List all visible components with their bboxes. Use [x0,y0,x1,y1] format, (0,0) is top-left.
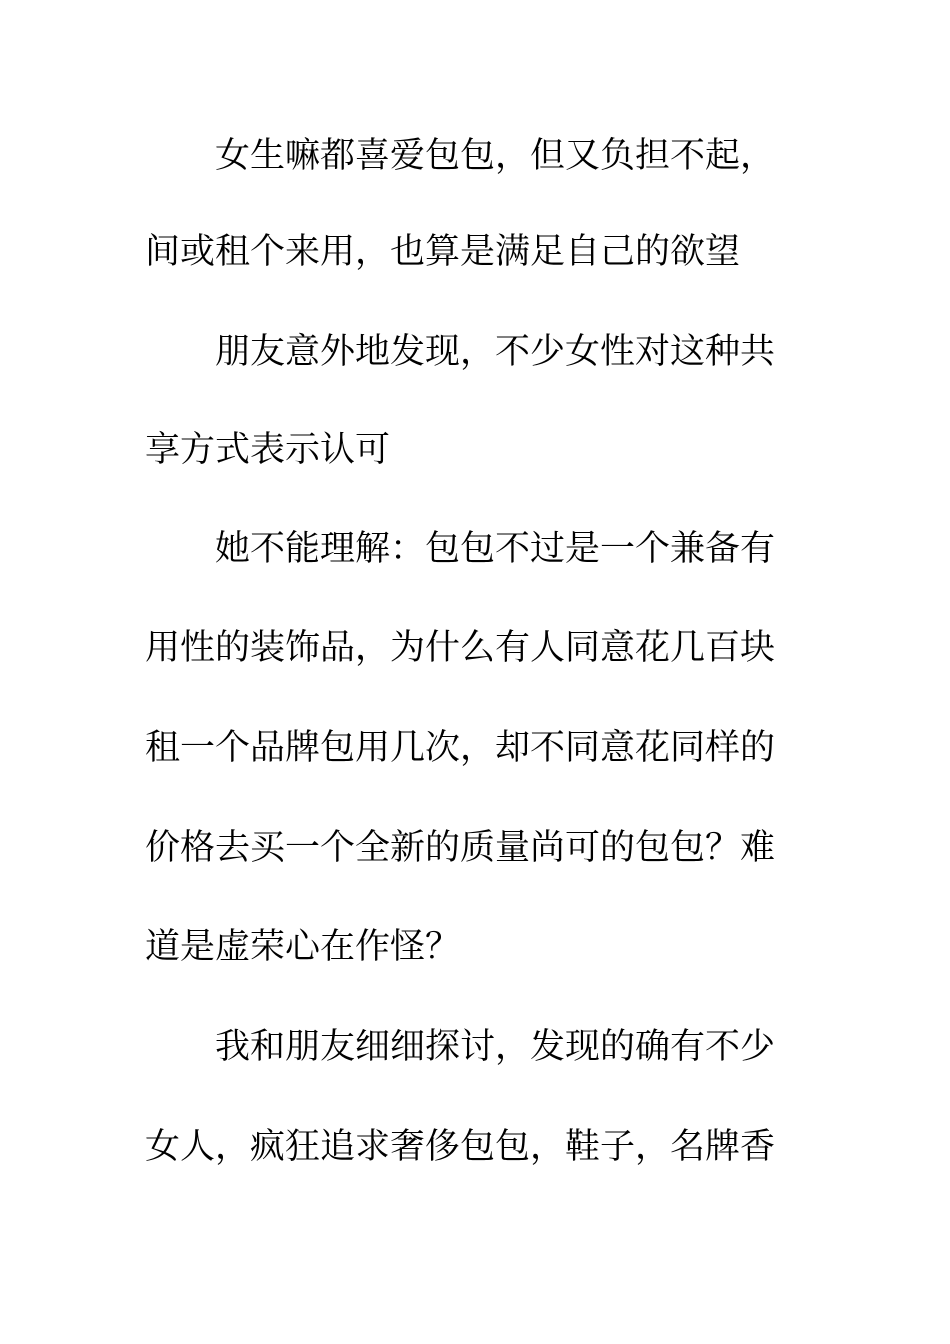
paragraph-3-line-4: 价格去买一个全新的质量尚可的包包？难 [145,828,776,868]
paragraph-4-line-1: 我和朋友细细探讨，发现的确有不少 [215,1027,776,1067]
paragraph-3-line-1: 她不能理解：包包不过是一个兼备有 [215,529,776,569]
paragraph-3-line-3: 租一个品牌包用几次，却不同意花同样的 [145,728,776,768]
paragraph-3-line-2: 用性的装饰品，为什么有人同意花几百块 [145,628,776,668]
paragraph-2-line-1: 朋友意外地发现，不少女性对这种共 [215,332,776,372]
paragraph-1-line-1: 女生嘛都喜爱包包，但又负担不起， [215,136,776,176]
paragraph-3-line-5: 道是虚荣心在作怪？ [145,927,461,967]
paragraph-2-line-2: 享方式表示认可 [145,430,391,470]
paragraph-1-line-2: 间或租个来用，也算是满足自己的欲望 [145,232,741,272]
paragraph-4-line-2: 女人，疯狂追求奢侈包包，鞋子，名牌香 [145,1127,776,1167]
